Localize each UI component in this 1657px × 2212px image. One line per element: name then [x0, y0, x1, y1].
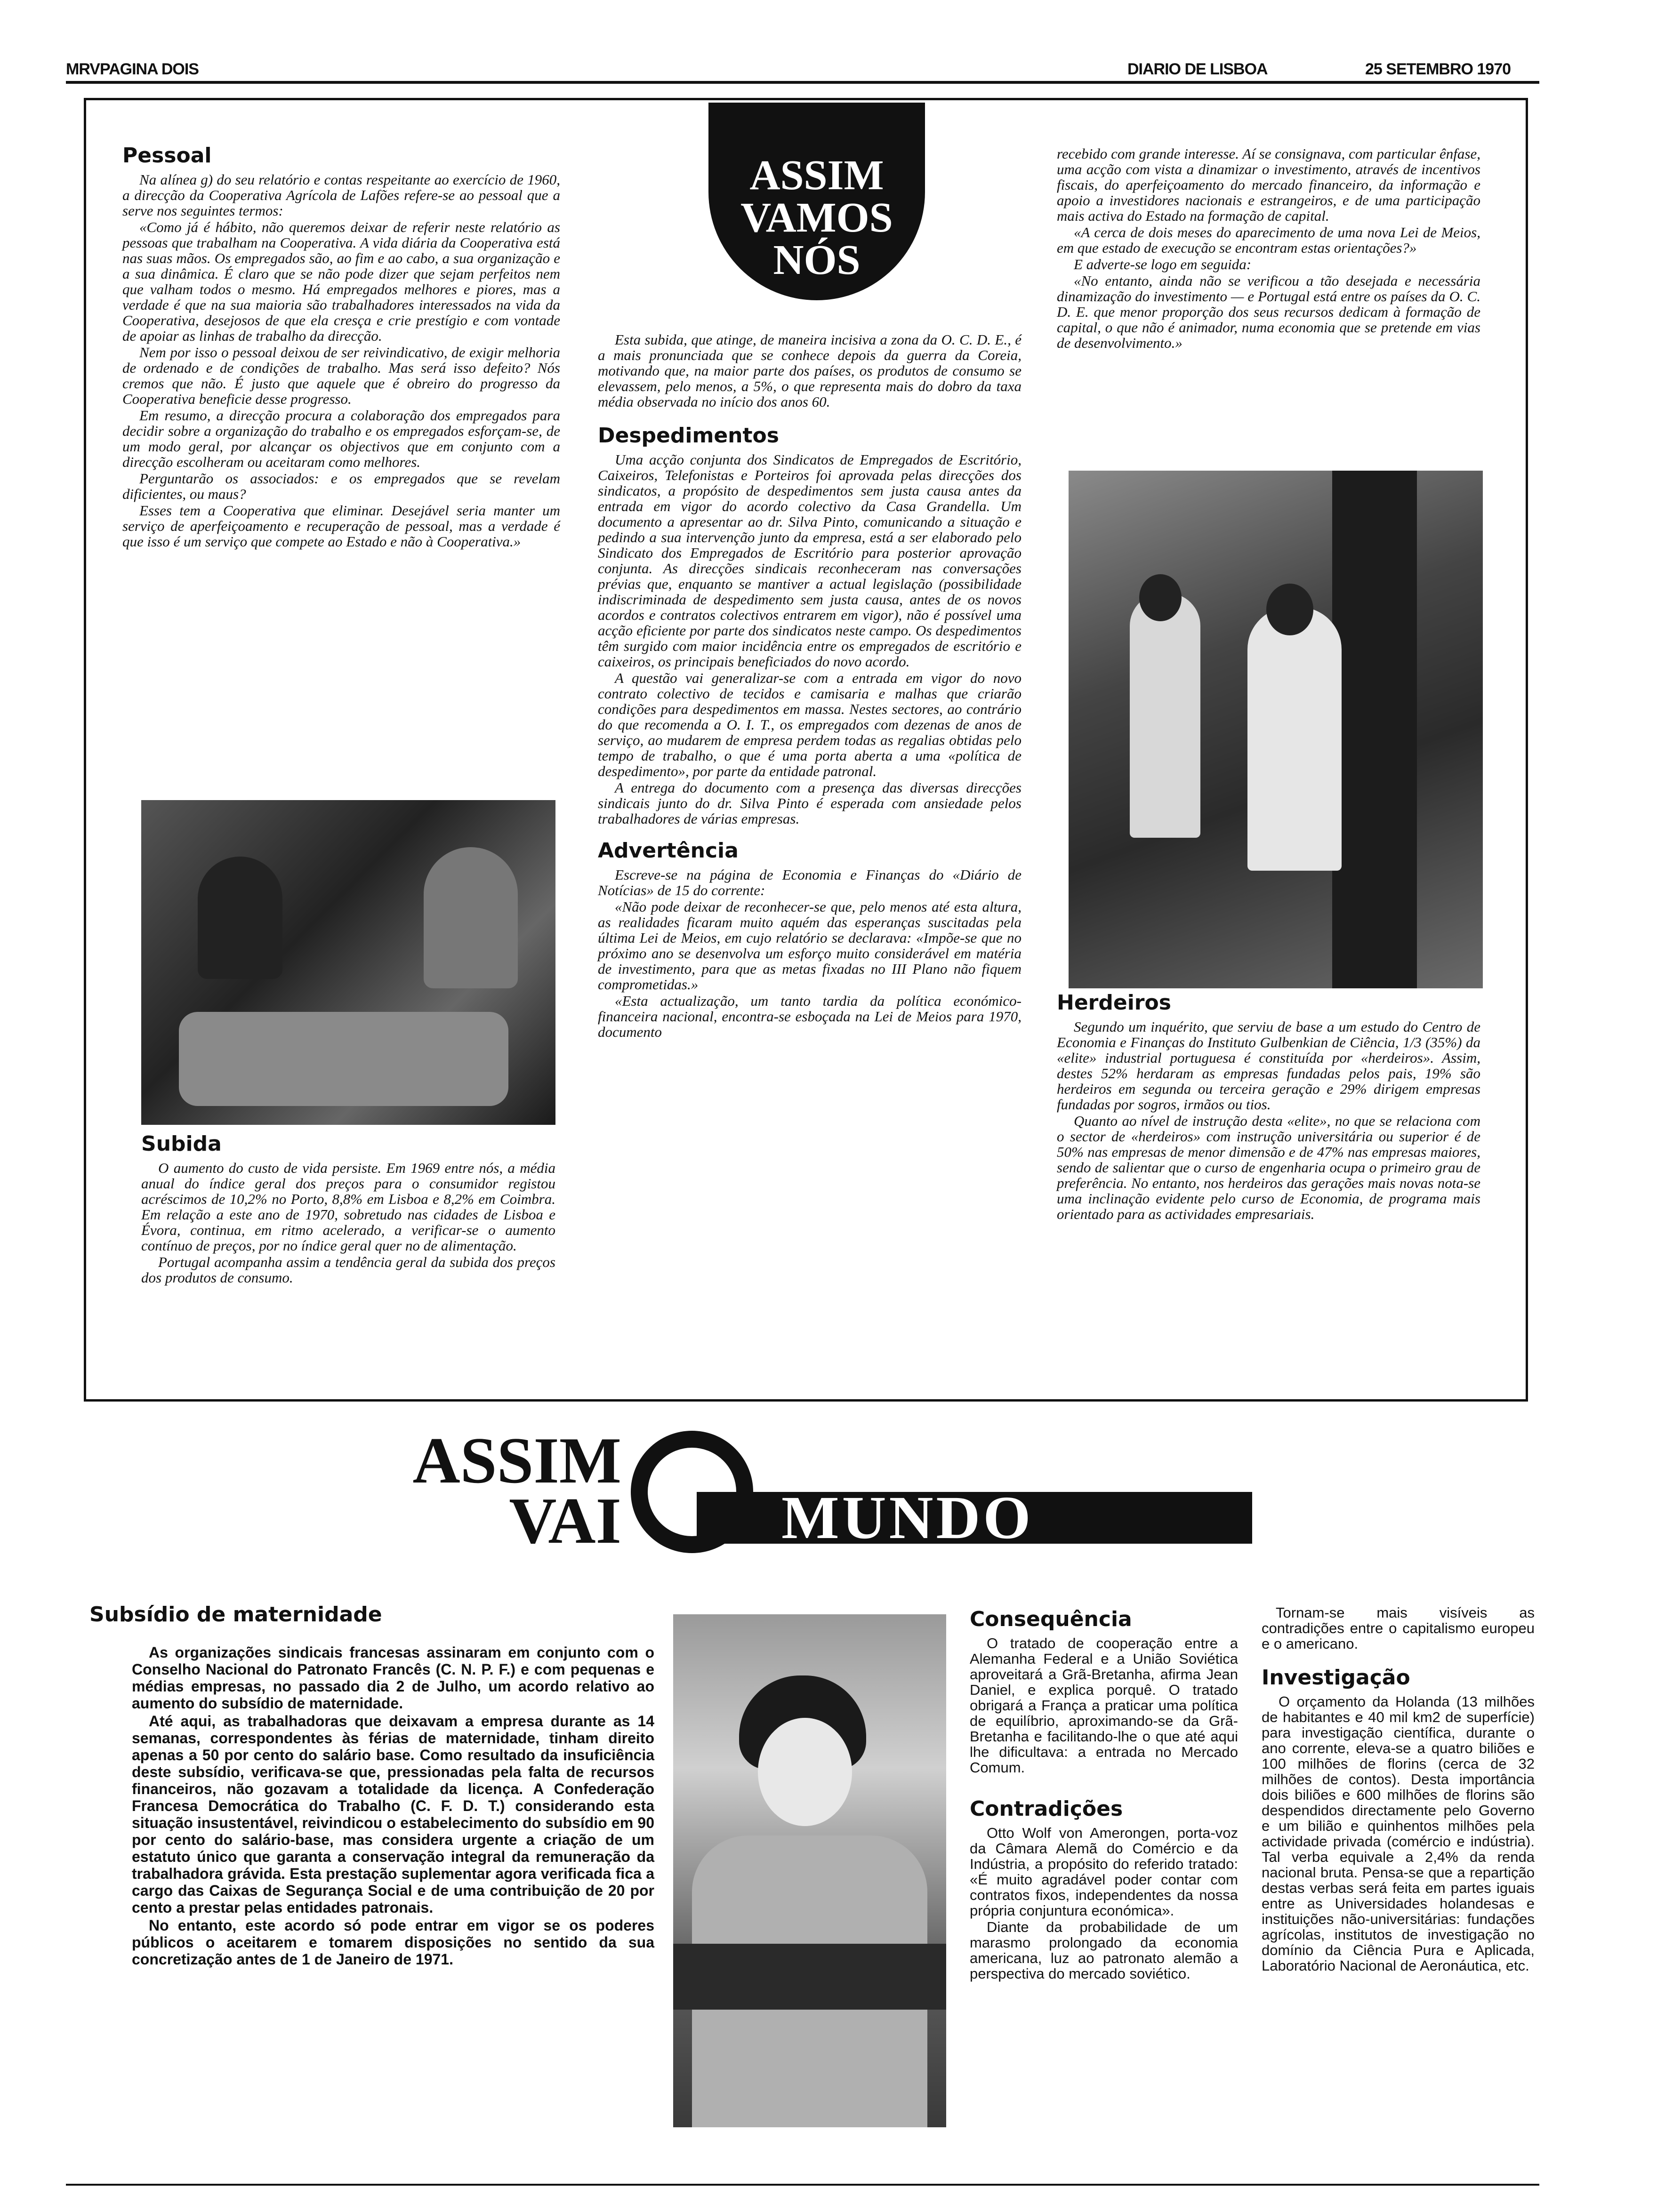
paragraph: Esses tem a Cooperativa que eliminar. Desejável seria manter um serviço de aperfeiçoamento e recuperação de pessoal, mas a verdade é que isso é um serviço que compete ao Estado e não à Cooperativa.»	[122, 502, 560, 550]
paragraph: No entanto, este acordo só pode entrar em vigor se os poderes públicos o aceitarem e tomarem disposições no sentido da sua concretização antes de 1 de Janeiro de 1971.	[132, 1917, 654, 1968]
paragraph: O orçamento da Holanda (13 milhões de habitantes e 40 mil km2 de superfície) para investigação científica, durante o ano corrente, eleva-se a quatro biliões e 100 milhões de florins (cerca de 32 milhões de contos). Desta importância dois biliões e 600 milhões de florins são despendidos directamente pelo Governo e um bilião e quinhentos milhões pela actividade privada (comércio e indústria). Tal verba equivale a 2,4% da renda nacional bruta. Pensa-se que a repartição destas verbas será feita em partes iguais entre as Universidades holandesas e instituições não-universitárias: fundações agrícolas, institutos de investigação no domínio da Ciência Pura e Aplicada, Laboratório Nacional de Aeronáutica, etc.	[1262, 1693, 1535, 1974]
paragraph: «Como já é hábito, não queremos deixar de referir neste relatório as pessoas que trabalham na Cooperativa. A vida diária da Cooperativa está nas suas mãos. Os empregados são, ao fim e ao cabo, a sua organização e a sua dinâmica. É claro que se não pode dizer que sejam perfeitos nem que valham todos o mesmo. Há empregados melhores e piores, mas a verdade é que na sua maioria são trabalhadores interessados na vida da Cooperativa, desejosos de que ela cresça e crie prestígio e com vontade de apoiar as linhas de trabalho da direcção.	[122, 219, 560, 344]
woman-photo	[673, 1614, 946, 2127]
paragraph: Em resumo, a direcção procura a colaboração dos empregados para decidir sobre a organização do trabalho e os empregados esforçam-se, de um modo geral, por alcançar os objectivos que em conjunto com a direcção escolheram ou aceitaram como melhores.	[122, 407, 560, 470]
paragraph: Quanto ao nível de instrução desta «elite», no que se relaciona com o sector de «herdeiros» com instrução universitária ou superior é de 50% nas empresas de menor dimensão e de 47% nas empresas maiores, sendo de salientar que o curso de engenharia ocupa o primeiro grau de preferência. No entanto, nos herdeiros das gerações mais novas nota-se uma inclinação evidente pelo curso de Economia, de programa mais orientado para as actividades empresariais.	[1057, 1113, 1480, 1222]
herdeiros-heading: Herdeiros	[1057, 991, 1171, 1015]
newspaper-name: DIARIO DE LISBOA	[1127, 60, 1268, 78]
pessoal-article	[122, 144, 560, 550]
banner-assim-vai	[367, 1424, 621, 1557]
investigacao-heading: Investigação	[1262, 1666, 1410, 1690]
paragraph: Portugal acompanha assim a tendência geral da subida dos preços dos produtos de consumo.	[141, 1254, 555, 1286]
assim-vamos-nos-badge	[708, 103, 925, 300]
assim-vai-o-mundo-banner	[367, 1424, 1252, 1572]
subsidio-article	[89, 1603, 654, 1969]
subida-article	[141, 1132, 555, 1286]
paragraph: Tornam-se mais visíveis as contradições entre o capitalismo europeu e o americano.	[1262, 1604, 1535, 1652]
paragraph: recebido com grande interesse. Aí se consignava, com particular ênfase, uma acção com vista a dinamizar o investimento, através de incentivos fiscais, do aperfeiçoamento do mercado financeiro, da informação e apoio a investidores nacionais e estrangeiros, e de uma participação mais activa do Estado na formação de capital.	[1057, 145, 1480, 224]
paragraph: A questão vai generalizar-se com a entrada em vigor do novo contrato colectivo de tecidos e camisaria e malhas que criarão condições para despedimentos em massa. Nestes sectores, ao contrário do que recomenda a O. I. T., os empregados com dezenas de anos de serviço, ao mudarem de empresa perdem todas as regalias obtidas pelo tempo de trabalho, o que é uma porta aberta a uma «política de despedimento», por parte da entidade patronal.	[598, 670, 1022, 779]
banner-word-vai: VAI	[509, 1484, 621, 1557]
banner-word-mundo: MUNDO	[781, 1484, 1034, 1552]
paragraph: A entrega do documento com a presença das diversas direcções sindicais junto do dr. Silva Pinto é esperada com ansiedade pelos trabalhadores de várias empresas.	[598, 779, 1022, 827]
folio-left: MRVPAGINA DOIS	[66, 60, 199, 78]
paragraph: Nem por isso o pessoal deixou de ser reivindicativo, de exigir melhoria de ordenado e de condições de trabalho. Mas será isso defeito? Nós cremos que não. É justo que aquele que é obreiro do progresso da Cooperativa beneficie desse progresso.	[122, 344, 560, 407]
workers-photo	[141, 800, 555, 1125]
subida-heading: Subida	[141, 1132, 222, 1156]
pessoal-heading: Pessoal	[122, 144, 212, 168]
issue-date: 25 SETEMBRO 1970	[1365, 60, 1511, 78]
subsidio-heading: Subsídio de maternidade	[89, 1603, 382, 1627]
banner-word-assim: ASSIM	[412, 1424, 621, 1497]
paragraph: Otto Wolf von Amerongen, porta-voz da Câmara Alemã do Comércio e da Indústria, a propósito do referido tratado: «É muito agradável poder contar com contratos fixos, independentes da nossa própria conjuntura económica».	[970, 1825, 1238, 1919]
factory-photo	[1069, 471, 1483, 988]
paragraph: Até aqui, as trabalhadoras que deixavam a empresa durante as 14 semanas, correspondentes às férias de maternidade, tinham direito apenas a 50 por cento do salário base. Como resultado da insuficiência deste subsídio, verificava-se que, pressionadas pela falta de recursos financeiros, não gozavam a totalidade da licença. A Confederação Francesa Democrática do Trabalho (C. F. D. T.) considerando esta situação insustentável, reivindicou o estabelecimento do subsídio em 90 por cento do salário-base, mas considera urgente a criação de um estatuto único que garanta a conservação integral da remuneração da trabalhadora grávida. Esta prestação suplementar agora verificada fica a cargo das Caixas de Segurança Social e de uma contribuição de 20 por cento a prestar pelas entidades patronais.	[132, 1713, 654, 1916]
bottom-rule	[66, 2184, 1539, 2186]
paragraph: «No entanto, ainda não se verificou a tão desejada e necessária dinamização do investimento — e Portugal está entre os países da O. C. D. E. que menor proporção dos seus recursos dedicam à formação de capital, o que não é animador, numa economia que se pretende em vias de desenvolvimento.»	[1057, 272, 1480, 351]
paragraph: Na alínea g) do seu relatório e contas respeitante ao exercício de 1960, a direcção da Cooperativa Agrícola de Lafões refere-se ao pessoal que a serve nos seguintes termos:	[122, 171, 560, 219]
paragraph: «Não pode deixar de reconhecer-se que, pelo menos até esta altura, as realidades ficaram muito aquém das esperanças suscitadas pela última Lei de Meios, em cujo relatório se declarava: «Impõe-se que no próximo ano se desenvolva um esforço muito considerável em matéria de investimento, para que as metas fixadas no III Plano não fiquem comprometidas.»	[598, 898, 1022, 993]
intro-paragraph: Esta subida, que atinge, de maneira incisiva a zona da O. C. D. E., é a mais pronunciada que se conhece depois da guerra da Coreia, motivando que, na maior parte dos países, os produtos de consumo se elevassem, pelo menos, a 5%, o que representa mais do dobro da taxa média observada no início dos anos 60.	[598, 331, 1022, 410]
paragraph: E adverte-se logo em seguida:	[1074, 256, 1252, 272]
badge-line-3: NÓS	[773, 237, 861, 283]
paragraph: Diante da probabilidade de um marasmo prolongado da economia americana, luz ao patronato alemão a perspectiva do mercado soviético.	[970, 1919, 1238, 1982]
paragraph: O aumento do custo de vida persiste. Em 1969 entre nós, a média anual do índice geral dos preços para o consumidor registou acréscimos de 10,2% no Porto, 8,8% em Lisboa e 8,2% em Coimbra. Em relação a este ano de 1970, sobretudo nas cidades de Lisboa e Évora, continua, em ritmo acelerado, a verificar-se o aumento contínuo de preços, por no índice geral quer no de alimentação.	[141, 1160, 555, 1254]
badge-line-2: VAMOS	[740, 194, 893, 241]
paragraph: «A cerca de dois meses do aparecimento de uma nova Lei de Meios, em que estado de execução se encontram estas orientações?»	[1057, 224, 1480, 256]
consequencia-heading: Consequência	[970, 1607, 1132, 1631]
paragraph: «Esta actualização, um tanto tardia da política económico-financeira nacional, encontra-se esboçada na Lei de Meios para 1970, documento	[598, 993, 1022, 1040]
paragraph: O tratado de cooperação entre a Alemanha Federal e a União Soviética aproveitará a Grã-Bretanha, afirma Jean Daniel, e explica porquê. O tratado obrigará a França a praticar uma política de equilíbrio, aproximando-se da Grã-Bretanha e facilitando-lhe o que até aqui lhe dificultava: a entrada no Mercado Comum.	[970, 1635, 1238, 1776]
column-bottom-3	[970, 1607, 1238, 1982]
paragraph: Segundo um inquérito, que serviu de base a um estudo do Centro de Economia e Finanças do Instituto Gulbenkian de Ciência, 1/3 (35%) da «elite» industrial portuguesa é constituída por «herdeiros». Assim, destes 52% herdaram as empresas fundadas pelos pais, 19% são herdeiros em segunda ou terceira geração e 29% dirigem empresas fundadas por sogros, irmãos ou tios.	[1057, 1018, 1480, 1113]
despedimentos-heading: Despedimentos	[598, 424, 779, 448]
masthead-rule	[66, 81, 1539, 84]
paragraph: Uma acção conjunta dos Sindicatos de Empregados de Escritório, Caixeiros, Telefonistas e Porteiros foi aprovada pelas direcções dos sindicatos, a propósito de despedimentos sem justa causa antes da entrada em vigor do acordo colectivo da Casa Grandella. Um documento a apresentar ao dr. Silva Pinto, comunicando a situação e pedindo a sua intervenção junto da empresa, está a ser elaborado pelo Sindicato dos Empregados de Escritório para posterior aprovação conjunta. As direcções sindicais reconheceram nas conversações prévias que, enquanto se mantiver a actual legislação (possibilidade indiscriminada de despedimento sem justa causa, antes de os novos acordos e contratos colectivos entrarem em vigor), não é possível uma acção eficiente por parte dos sindicatos neste campo. Os despedimentos têm surgido com maior incidência entre os empregados de escritório e caixeiros, os principais beneficiados do novo acordo.	[598, 451, 1022, 670]
column-2	[598, 332, 1022, 1041]
paragraph: As organizações sindicais francesas assinaram em conjunto com o Conselho Nacional do Patronato Francês (C. N. P. F.) e com pequenas e médias empresas, no passado dia 2 de Julho, um acordo relativo ao aumento do subsídio de maternidade.	[132, 1644, 654, 1712]
badge-line-1: ASSIM	[749, 152, 884, 199]
column-3-top	[1057, 146, 1480, 352]
paragraph: Perguntarão os associados: e os empregados que se revelam dificientes, ou maus?	[122, 470, 560, 502]
contradicoes-heading: Contradições	[970, 1797, 1123, 1821]
advertencia-heading: Advertência	[598, 839, 739, 863]
paragraph: Escreve-se na página de Economia e Finanças do «Diário de Notícias» de 15 do corrente:	[598, 866, 1022, 898]
herdeiros-article	[1057, 991, 1480, 1223]
column-bottom-4	[1262, 1605, 1535, 1974]
